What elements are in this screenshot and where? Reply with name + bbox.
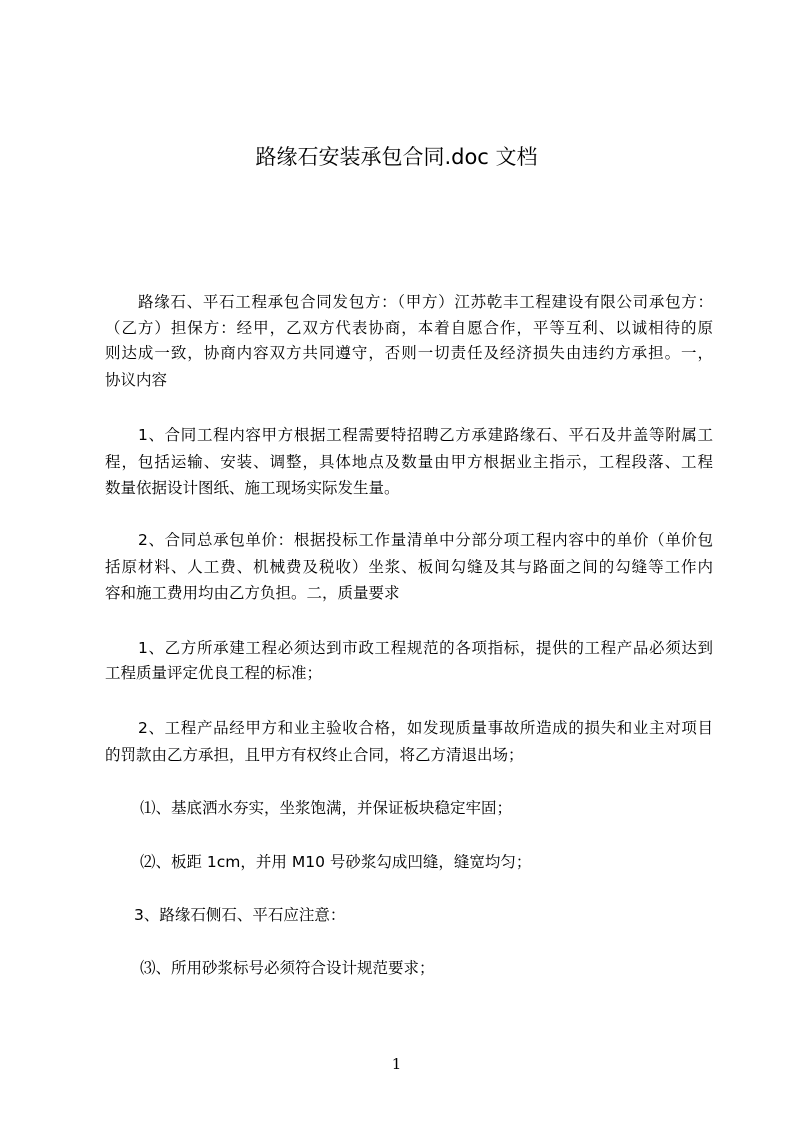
text-line: 协议内容 [105, 371, 168, 389]
text-line: 程，包括运输、安装、调整，具体地点及数量由甲方根据业主指示，工程段落、工程 [105, 453, 713, 471]
text-line: 数量依据设计图纸、施工现场实际发生量。 [105, 479, 400, 497]
paragraph-clause-3: 3、路缘石侧石、平石应注意： [134, 906, 346, 924]
text-line: 路缘石、平石工程承包合同发包方：（甲方）江苏乾丰工程建设有限公司承包方： [138, 293, 713, 311]
text-line: 括原材料、人工费、机械费及税收）坐浆、板间勾缝及其与路面之间的勾缝等工作内 [105, 558, 713, 576]
paragraph-item-1: ⑴、基底洒水夯实，坐浆饱满，并保证板块稳定牢固； [140, 799, 513, 817]
paragraph-item-2: ⑵、板距 1cm，并用 M10 号砂浆勾成凹缝，缝宽均匀； [140, 853, 532, 871]
text-line: 2、工程产品经甲方和业主验收合格，如发现质量事故所造成的损失和业主对项目 [138, 719, 713, 737]
page-number: 1 [391, 1055, 402, 1073]
text-line: 1、合同工程内容甲方根据工程需要特招聘乙方承建路缘石、平石及井盖等附属工 [138, 426, 713, 444]
text-line: 的罚款由乙方承担，且甲方有权终止合同，将乙方清退出场； [105, 746, 524, 764]
text-line: 容和施工费用均由乙方负担。二，质量要求 [105, 584, 400, 602]
document-title: 路缘石安装承包合同.doc 文档 [255, 145, 538, 169]
paragraph-item-3: ⑶、所用砂浆标号必须符合设计规范要求； [140, 959, 435, 977]
text-line: 则达成一致，协商内容双方共同遵守，否则一切责任及经济损失由违约方承担。一， [105, 344, 713, 362]
text-line: 1、乙方所承建工程必须达到市政工程规范的各项指标，提供的工程产品必须达到 [138, 639, 713, 657]
text-line: 2、合同总承包单价：根据投标工作量清单中分部分项工程内容中的单价（单价包 [138, 531, 713, 549]
text-line: 工程质量评定优良工程的标准； [105, 664, 323, 682]
text-line: （乙方）担保方：经甲，乙双方代表协商，本着自愿合作，平等互利、以诚相待的原 [105, 319, 713, 337]
